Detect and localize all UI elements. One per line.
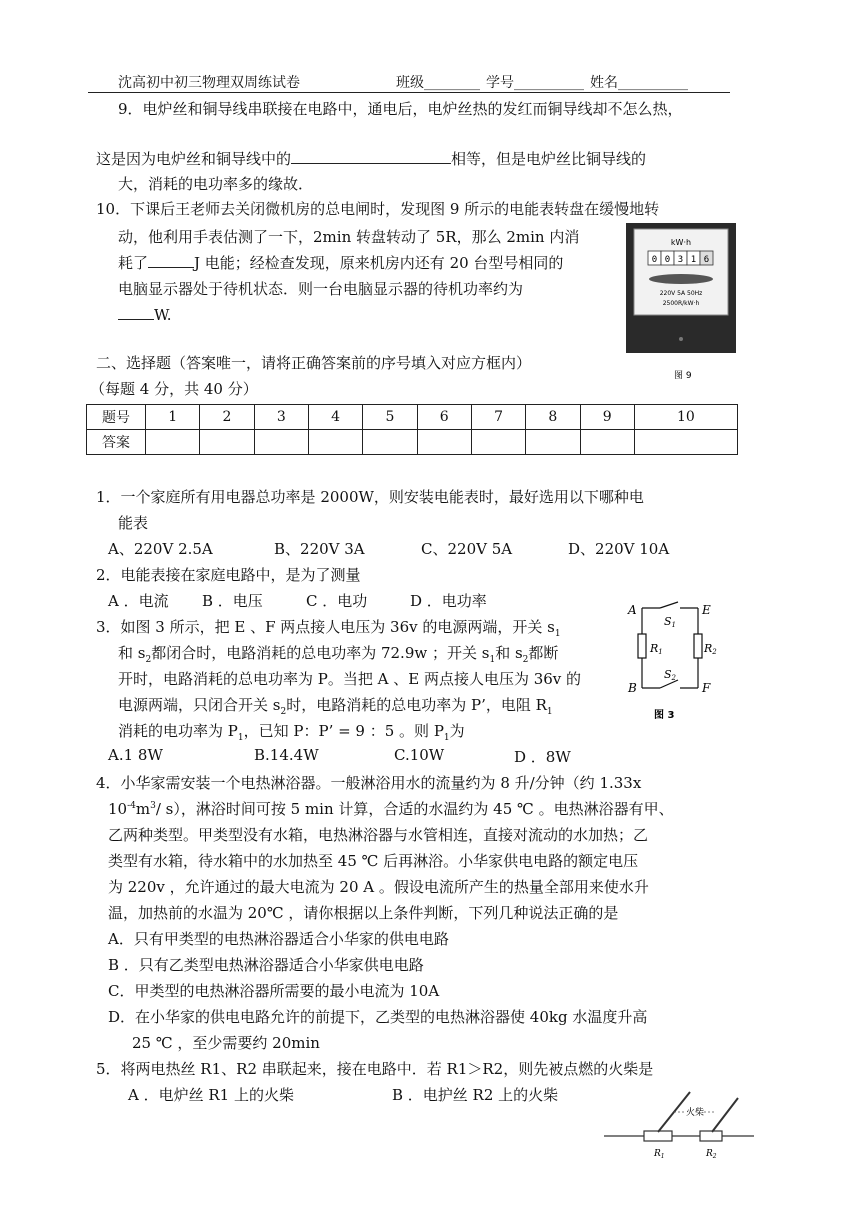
answer-cell[interactable] [417,430,471,455]
subscript: 1 [443,733,450,743]
c3-line2-text: 和 s [118,644,146,662]
node-f-label: F [702,681,711,695]
subscript: 1 [489,655,496,665]
q10-line1: 10．下课后王老师去关闭微机房的总电闸时，发现图 9 所示的电能表转盘在缓慢地转 [96,200,660,218]
c3-line5-text-c: 为 [449,722,465,740]
wire-r2-label: $R_2$ [706,1149,717,1160]
subscript: 2 [280,707,287,717]
meter-rate: 2500R/kW·h [662,300,700,307]
q10-line5-text: W. [154,306,172,324]
q9-line2 [96,148,646,169]
electric-meter-figure [626,223,736,383]
question-number-cell: 3 [254,405,308,430]
c1-option-c: C、220V 5A [421,540,513,558]
matches-label: 火柴 [686,1108,705,1118]
matches-on-resistors-figure [604,1088,754,1168]
c3-option-b: B.14.4W [254,746,319,764]
question-number-cell: 1 [146,405,200,430]
c3-line5-text: 消耗的电功率为 P [118,722,238,740]
meter-digit-3: 3 [677,255,684,265]
c4-line2-text-c: / s），淋浴时间可按 5 min 计算，合适的水温约为 45 ℃ 。电热淋浴器有甲、 [155,800,674,818]
c4-line4: 类型有水箱，待水箱中的水加热至 45 ℃ 后再淋浴。小华家供电电路的额定电压 [108,852,639,870]
meter-digit-4: 1 [690,255,697,265]
c3-line1 [96,616,561,639]
q10-line3-text-b: J 电能；经检查发现，原来机房内还有 20 台型号相同的 [194,254,564,272]
exam-title: 沈高初中初三物理双周练试卷 [118,75,300,91]
c1-option-d: D、220V 10A [568,540,670,558]
c3-line2-text-d: 都断 [528,644,559,662]
c5-option-b: B ．电护丝 R2 上的火柴 [392,1086,559,1104]
answer-table-answer-row [87,430,738,455]
wire-r1 [644,1131,672,1141]
switch-s2-label: S2 [664,668,677,682]
subscript: 1 [546,707,553,717]
question-number-cell: 10 [634,405,737,430]
figure-9-caption: 图 9 [674,371,692,381]
node-a-label: A [628,603,637,617]
question-number-cell: 2 [200,405,254,430]
question-number-cell: 9 [580,405,634,430]
q10-energy-blank[interactable] [148,252,194,268]
q9-line2-text-a: 这是因为电炉丝和铜导线中的 [96,150,292,168]
q10-line3-text-a: 耗了 [118,254,149,272]
c3-line4 [118,694,553,717]
answer-cell[interactable] [526,430,580,455]
subscript: 2 [522,655,529,665]
answer-cell[interactable] [308,430,362,455]
node-b-label: B [628,681,637,695]
class-field: 班级________ [396,75,480,91]
c2-option-d: D ．电功率 [410,592,487,610]
question-number-cell: 8 [526,405,580,430]
c3-option-a: A.1 8W [108,746,163,764]
superscript: 3 [150,801,156,811]
student-name-field: 姓名__________ [590,75,688,91]
meter-specs: 220V 5A 50Hz [659,290,703,297]
answer-cell[interactable] [471,430,525,455]
c3-option-c: C.10W [394,746,445,764]
section-2-subtitle: （每题 4 分，共 40 分） [90,380,258,398]
c4-option-c: C．甲类型的电热淋浴器所需要的最小电流为 10A [108,982,440,1000]
meter-digit-1: 0 [651,255,658,265]
subscript: 2 [145,655,152,665]
c4-line2 [108,798,674,819]
c1-line2: 能表 [118,514,149,532]
c3-line5-text-b: ，已知 P：P’ = 9 ：5 。则 P [243,722,444,740]
q10-line5 [118,304,172,324]
student-number-field: 学号__________ [486,75,584,91]
answer-cell[interactable] [634,430,737,455]
subscript: 1 [237,733,244,743]
section-2-title: 二、选择题（答案唯一，请将正确答案前的序号填入对应方框内） [96,354,532,372]
c4-line2-text-a: 10 [108,800,128,818]
c3-line2-text-b: 都闭合时，电路消耗的总电功率为 72.9w ；开关 s [151,644,490,662]
q10-line2: 动，他利用手表估测了一下，2min 转盘转动了 5R，那么 2min 内消 [118,228,580,246]
resistor-r1 [638,634,646,658]
c5-line1: 5．将两电热丝 R1、R2 串联起来，接在电路中．若 R1＞R2，则先被点燃的火柴是 [96,1060,654,1078]
answer-cell[interactable] [146,430,200,455]
c3-line5 [118,720,465,743]
q9-answer-blank[interactable] [291,148,451,164]
c3-line4-text-b: 时，电路消耗的总电功率为 P’，电阻 R [286,696,547,714]
resistor-r2 [694,634,702,658]
c2-option-a: A ．电流 [108,592,169,610]
switch-s1 [660,602,678,608]
subscript: 1 [554,629,561,639]
meter-digit-2: 0 [664,255,671,265]
meter-disc [649,274,713,284]
q9-line3: 大，消耗的电功率多的缘故． [118,175,314,193]
c5-option-a: A ．电炉丝 R1 上的火柴 [128,1086,294,1104]
question-number-cell: 4 [308,405,362,430]
question-number-label: 题号 [87,405,146,430]
c3-option-d: D ．8W [514,748,571,766]
resistor-r2-label: R2 [704,642,717,656]
c4-option-d-line2: 25 ℃ ，至少需要约 20min [132,1034,320,1052]
answer-table [86,404,738,455]
circuit-figure [624,600,724,725]
answer-cell[interactable] [580,430,634,455]
c4-line3: 乙两种类型。甲类型没有水箱，电热淋浴器与水管相连，直接对流动的水加热；乙 [108,826,649,844]
meter-unit: kW·h [670,238,692,247]
wire-r1-label: $R_1$ [654,1149,665,1160]
q10-line3 [118,252,563,273]
c4-line1: 4．小华家需安装一个电热淋浴器。一般淋浴用水的流量约为 8 升/分钟（约 1.33x [96,774,642,792]
c1-line1: 1．一个家庭所有用电器总功率是 2000W，则安装电能表时，最好选用以下哪种电 [96,488,644,506]
match-stick-2 [712,1098,738,1132]
q9-line1: 9．电炉丝和铜导线串联接在电路中，通电后，电炉丝热的发红而铜导线却不怎么热， [118,100,683,118]
c2-line1: 2．电能表接在家庭电路中，是为了测量 [96,566,361,584]
c1-option-a: A、220V 2.5A [108,540,213,558]
c3-line2-text-c: 和 s [495,644,523,662]
resistor-r1-label: R1 [650,642,663,656]
c3-line1-text: 3．如图 3 所示，把 E 、F 两点接人电压为 36v 的电源两端，开关 s [96,618,555,636]
superscript: -4 [127,801,136,811]
page-header [88,72,730,93]
q9-line2-text-b: 相等，但是电炉丝比铜导线的 [451,150,647,168]
q10-line4: 电脑显示器处于待机状态．则一台电脑显示器的待机功率约为 [118,280,524,298]
c4-option-a: A．只有甲类型的电热淋浴器适合小华家的供电电路 [108,930,449,948]
c3-line4-text: 电源两端，只闭合开关 s [118,696,281,714]
answer-label: 答案 [87,430,146,455]
question-number-cell: 6 [417,405,471,430]
answer-cell[interactable] [200,430,254,455]
answer-cell[interactable] [254,430,308,455]
c2-option-c: C ．电功 [306,592,368,610]
c1-option-b: B、220V 3A [274,540,365,558]
answer-table-header-row [87,405,738,430]
c2-option-b: B ．电压 [202,592,263,610]
meter-digit-5: 6 [703,255,710,265]
wire-r2 [700,1131,722,1141]
answer-cell[interactable] [363,430,417,455]
c4-option-b: B ．只有乙类型电热淋浴器适合小华家供电电路 [108,956,424,974]
c4-line2-text-b: m [135,800,151,818]
figure-3-caption: 图 3 [654,710,675,721]
c4-line6: 温，加热前的水温为 20℃ ，请你根据以上条件判断，下列几种说法正确的是 [108,904,619,922]
c4-option-d-line1: D．在小华家的供电电路允许的前提下，乙类型的电热淋浴器使 40kg 水温度升高 [108,1008,648,1026]
q10-power-blank[interactable] [118,304,154,320]
c3-line2 [118,642,558,665]
question-number-cell: 7 [471,405,525,430]
switch-s1-label: S1 [664,615,677,629]
c3-line3: 开时，电路消耗的总电功率为 P。当把 A 、E 两点接人电压为 36v 的 [118,670,582,688]
question-number-cell: 5 [363,405,417,430]
node-e-label: E [702,603,711,617]
c4-line5: 为 220v ，允许通过的最大电流为 20 A 。假设电流所产生的热量全部用来使水升 [108,878,649,896]
